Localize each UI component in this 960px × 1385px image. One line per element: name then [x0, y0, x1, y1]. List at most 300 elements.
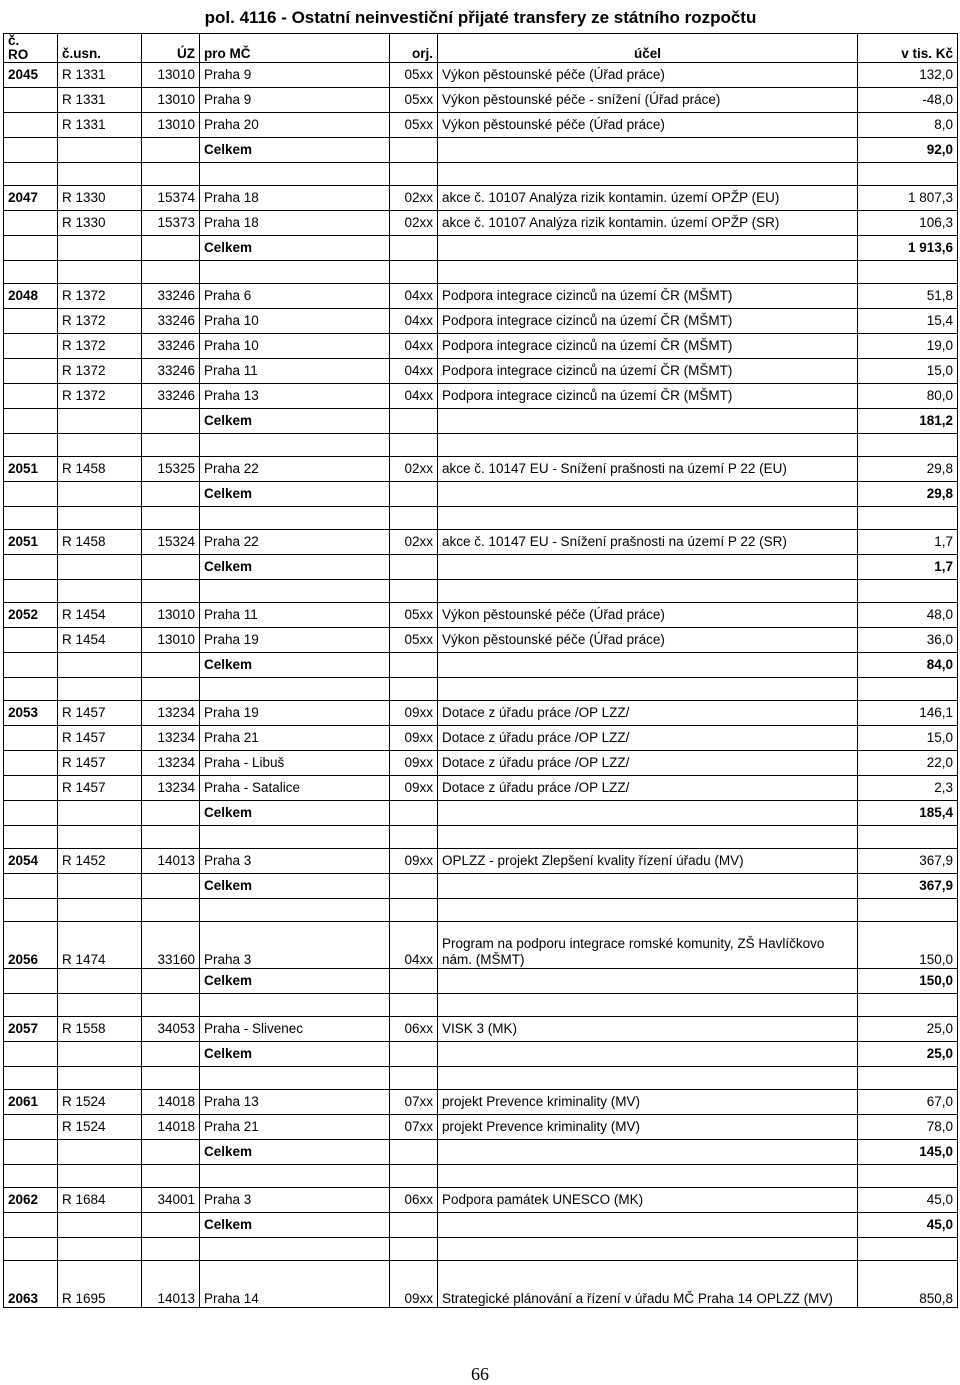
amount-cell: 51,8 [858, 284, 958, 309]
table-row [4, 776, 958, 801]
table-row [4, 1188, 958, 1213]
district-cell: Praha - Satalice [200, 776, 390, 801]
district-cell: Praha 13 [200, 1090, 390, 1115]
empty-cell [390, 1067, 438, 1090]
amount-cell: 132,0 [858, 63, 958, 88]
resolution-cell: R 1474 [58, 922, 142, 969]
empty-cell [438, 826, 858, 849]
empty-cell [4, 1165, 58, 1188]
page-title: pol. 4116 - Ostatní neinvestiční přijaté transfery ze státního rozpočtu [204, 8, 757, 27]
orj-cell: 02xx [390, 457, 438, 482]
amount-cell: 367,9 [858, 849, 958, 874]
empty-cell [58, 1140, 142, 1165]
purpose-cell: Podpora integrace cizinců na území ČR (MŠMT) [438, 334, 858, 359]
empty-cell [58, 409, 142, 434]
subtotal-row [4, 138, 958, 163]
subtotal-row [4, 409, 958, 434]
district-cell: Praha 10 [200, 309, 390, 334]
orj-cell: 04xx [390, 359, 438, 384]
empty-cell [390, 409, 438, 434]
empty-cell [58, 801, 142, 826]
resolution-cell: R 1458 [58, 457, 142, 482]
empty-cell [58, 434, 142, 457]
orj-cell: 05xx [390, 113, 438, 138]
header-row [4, 34, 958, 63]
header-mc: pro MČ [200, 34, 390, 63]
orj-cell: 06xx [390, 1188, 438, 1213]
empty-cell [4, 874, 58, 899]
empty-cell [4, 1067, 58, 1090]
empty-cell [142, 1067, 200, 1090]
empty-cell [390, 801, 438, 826]
empty-cell [200, 261, 390, 284]
orj-cell: 04xx [390, 384, 438, 409]
empty-cell [858, 580, 958, 603]
purpose-cell: projekt Prevence kriminality (MV) [438, 1090, 858, 1115]
table-row [4, 1017, 958, 1042]
spacer-row [4, 434, 958, 457]
empty-cell [438, 138, 858, 163]
empty-cell [4, 163, 58, 186]
subtotal-label: Celkem [200, 653, 390, 678]
spacer-row [4, 1165, 958, 1188]
subtotal-amount: 25,0 [858, 1042, 958, 1067]
empty-cell [58, 482, 142, 507]
subtotal-label: Celkem [200, 969, 390, 994]
table-row [4, 63, 958, 88]
header-unit: v tis. Kč [858, 34, 958, 63]
amount-cell: 25,0 [858, 1017, 958, 1042]
empty-cell [200, 163, 390, 186]
empty-cell [142, 994, 200, 1017]
empty-cell [58, 899, 142, 922]
resolution-cell: R 1454 [58, 603, 142, 628]
district-cell: Praha 18 [200, 211, 390, 236]
empty-cell [438, 1067, 858, 1090]
amount-cell: 15,4 [858, 309, 958, 334]
subtotal-amount: 181,2 [858, 409, 958, 434]
spacer-row [4, 261, 958, 284]
empty-cell [390, 874, 438, 899]
amount-cell: 8,0 [858, 113, 958, 138]
purpose-cell: Výkon pěstounské péče (Úřad práce) [438, 603, 858, 628]
uz-cell: 33246 [142, 284, 200, 309]
empty-cell [858, 899, 958, 922]
empty-cell [4, 899, 58, 922]
purpose-cell: Strategické plánování a řízení v úřadu MČ Praha 14 OPLZZ (MV) [438, 1261, 858, 1308]
amount-cell: 15,0 [858, 726, 958, 751]
purpose-cell: akce č. 10147 EU - Snížení prašnosti na území P 22 (SR) [438, 530, 858, 555]
ro-number-cell [4, 726, 58, 751]
ro-number-cell: 2051 [4, 530, 58, 555]
empty-cell [390, 261, 438, 284]
table-row [4, 1261, 958, 1308]
purpose-cell: VISK 3 (MK) [438, 1017, 858, 1042]
empty-cell [58, 580, 142, 603]
empty-cell [200, 899, 390, 922]
resolution-cell: R 1372 [58, 284, 142, 309]
district-cell: Praha 19 [200, 701, 390, 726]
empty-cell [200, 678, 390, 701]
empty-cell [438, 507, 858, 530]
empty-cell [142, 969, 200, 994]
district-cell: Praha 3 [200, 922, 390, 969]
uz-cell: 13010 [142, 603, 200, 628]
ro-number-cell [4, 309, 58, 334]
orj-cell: 07xx [390, 1090, 438, 1115]
empty-cell [58, 969, 142, 994]
uz-cell: 13234 [142, 726, 200, 751]
title-row [4, 3, 958, 34]
subtotal-label: Celkem [200, 874, 390, 899]
subtotal-row [4, 653, 958, 678]
empty-cell [4, 678, 58, 701]
table-row [4, 384, 958, 409]
uz-cell: 33246 [142, 384, 200, 409]
empty-cell [4, 261, 58, 284]
empty-cell [438, 801, 858, 826]
subtotal-label: Celkem [200, 409, 390, 434]
district-cell: Praha 11 [200, 603, 390, 628]
empty-cell [858, 261, 958, 284]
resolution-cell: R 1457 [58, 776, 142, 801]
empty-cell [858, 1067, 958, 1090]
uz-cell: 15324 [142, 530, 200, 555]
orj-cell: 09xx [390, 751, 438, 776]
district-cell: Praha 19 [200, 628, 390, 653]
empty-cell [142, 261, 200, 284]
orj-cell: 05xx [390, 88, 438, 113]
resolution-cell: R 1684 [58, 1188, 142, 1213]
purpose-cell: Výkon pěstounské péče (Úřad práce) [438, 113, 858, 138]
resolution-cell: R 1331 [58, 113, 142, 138]
ro-number-cell: 2063 [4, 1261, 58, 1308]
table-row [4, 334, 958, 359]
resolution-cell: R 1372 [58, 309, 142, 334]
purpose-cell: Výkon pěstounské péče (Úřad práce) [438, 628, 858, 653]
resolution-cell: R 1330 [58, 211, 142, 236]
table-row [4, 113, 958, 138]
uz-cell: 14018 [142, 1090, 200, 1115]
district-cell: Praha 9 [200, 88, 390, 113]
uz-cell: 15373 [142, 211, 200, 236]
resolution-cell: R 1458 [58, 530, 142, 555]
empty-cell [142, 1042, 200, 1067]
empty-cell [858, 1238, 958, 1261]
amount-cell: 106,3 [858, 211, 958, 236]
empty-cell [390, 1213, 438, 1238]
ro-number-cell: 2047 [4, 186, 58, 211]
ro-number-cell: 2052 [4, 603, 58, 628]
purpose-cell: projekt Prevence kriminality (MV) [438, 1115, 858, 1140]
uz-cell: 33246 [142, 309, 200, 334]
empty-cell [390, 1140, 438, 1165]
amount-cell: 150,0 [858, 922, 958, 969]
empty-cell [858, 678, 958, 701]
empty-cell [142, 826, 200, 849]
page-number: 66 [471, 1364, 489, 1384]
ro-number-cell: 2062 [4, 1188, 58, 1213]
district-cell: Praha 13 [200, 384, 390, 409]
district-cell: Praha 14 [200, 1261, 390, 1308]
empty-cell [58, 994, 142, 1017]
empty-cell [4, 994, 58, 1017]
amount-cell: 2,3 [858, 776, 958, 801]
uz-cell: 15374 [142, 186, 200, 211]
empty-cell [58, 1042, 142, 1067]
orj-cell: 04xx [390, 284, 438, 309]
empty-cell [438, 653, 858, 678]
uz-cell: 33246 [142, 334, 200, 359]
resolution-cell: R 1372 [58, 359, 142, 384]
empty-cell [390, 434, 438, 457]
amount-cell: 146,1 [858, 701, 958, 726]
empty-cell [4, 580, 58, 603]
subtotal-label: Celkem [200, 1140, 390, 1165]
subtotal-row [4, 1042, 958, 1067]
purpose-cell: Podpora integrace cizinců na území ČR (MŠMT) [438, 309, 858, 334]
purpose-cell: Dotace z úřadu práce /OP LZZ/ [438, 701, 858, 726]
empty-cell [4, 236, 58, 261]
table-row [4, 922, 958, 969]
empty-cell [390, 236, 438, 261]
empty-cell [4, 482, 58, 507]
resolution-cell: R 1331 [58, 63, 142, 88]
transfers-table [3, 3, 958, 1308]
empty-cell [438, 1238, 858, 1261]
empty-cell [4, 507, 58, 530]
empty-cell [4, 1238, 58, 1261]
empty-cell [438, 434, 858, 457]
orj-cell: 07xx [390, 1115, 438, 1140]
uz-cell: 13234 [142, 776, 200, 801]
resolution-cell: R 1372 [58, 384, 142, 409]
table-row [4, 701, 958, 726]
empty-cell [438, 163, 858, 186]
subtotal-label: Celkem [200, 555, 390, 580]
empty-cell [390, 507, 438, 530]
header-usn: č.usn. [58, 34, 142, 63]
empty-cell [438, 482, 858, 507]
subtotal-amount: 150,0 [858, 969, 958, 994]
amount-cell: 29,8 [858, 457, 958, 482]
district-cell: Praha 11 [200, 359, 390, 384]
empty-cell [438, 994, 858, 1017]
ro-number-cell [4, 1115, 58, 1140]
empty-cell [58, 874, 142, 899]
orj-cell: 09xx [390, 1261, 438, 1308]
resolution-cell: R 1524 [58, 1090, 142, 1115]
empty-cell [58, 653, 142, 678]
uz-cell: 34001 [142, 1188, 200, 1213]
orj-cell: 04xx [390, 309, 438, 334]
empty-cell [4, 434, 58, 457]
empty-cell [142, 1213, 200, 1238]
table-row [4, 628, 958, 653]
empty-cell [4, 555, 58, 580]
empty-cell [438, 969, 858, 994]
empty-cell [390, 653, 438, 678]
purpose-cell: Program na podporu integrace romské komunity, ZŠ Havlíčkovo nám. (MŠMT) [438, 922, 858, 969]
empty-cell [142, 434, 200, 457]
amount-cell: 48,0 [858, 603, 958, 628]
ro-number-cell [4, 628, 58, 653]
spacer-row [4, 163, 958, 186]
spacer-row [4, 899, 958, 922]
empty-cell [142, 580, 200, 603]
empty-cell [58, 507, 142, 530]
table-row [4, 1090, 958, 1115]
amount-cell: 78,0 [858, 1115, 958, 1140]
empty-cell [58, 1165, 142, 1188]
empty-cell [58, 826, 142, 849]
purpose-cell: akce č. 10107 Analýza rizik kontamin. území OPŽP (SR) [438, 211, 858, 236]
ro-number-cell: 2061 [4, 1090, 58, 1115]
empty-cell [58, 1213, 142, 1238]
table-body [4, 3, 958, 1308]
empty-cell [4, 826, 58, 849]
table-row [4, 88, 958, 113]
empty-cell [142, 555, 200, 580]
empty-cell [390, 580, 438, 603]
uz-cell: 13234 [142, 701, 200, 726]
empty-cell [390, 138, 438, 163]
table-row [4, 530, 958, 555]
subtotal-row [4, 236, 958, 261]
orj-cell: 09xx [390, 726, 438, 751]
district-cell: Praha 21 [200, 1115, 390, 1140]
amount-cell: 67,0 [858, 1090, 958, 1115]
empty-cell [438, 678, 858, 701]
subtotal-label: Celkem [200, 1213, 390, 1238]
empty-cell [438, 1140, 858, 1165]
subtotal-amount: 84,0 [858, 653, 958, 678]
empty-cell [438, 899, 858, 922]
ro-number-cell [4, 384, 58, 409]
table-row [4, 186, 958, 211]
table-row [4, 457, 958, 482]
resolution-cell: R 1454 [58, 628, 142, 653]
resolution-cell: R 1330 [58, 186, 142, 211]
district-cell: Praha 20 [200, 113, 390, 138]
empty-cell [58, 1238, 142, 1261]
orj-cell: 04xx [390, 922, 438, 969]
subtotal-amount: 1 913,6 [858, 236, 958, 261]
spacer-row [4, 826, 958, 849]
ro-number-cell [4, 359, 58, 384]
spacer-row [4, 994, 958, 1017]
table-row [4, 284, 958, 309]
empty-cell [858, 826, 958, 849]
empty-cell [438, 874, 858, 899]
subtotal-row [4, 874, 958, 899]
ro-number-cell [4, 334, 58, 359]
empty-cell [390, 678, 438, 701]
ro-number-cell [4, 211, 58, 236]
table-row [4, 603, 958, 628]
empty-cell [200, 1067, 390, 1090]
resolution-cell: R 1372 [58, 334, 142, 359]
district-cell: Praha - Slivenec [200, 1017, 390, 1042]
empty-cell [142, 236, 200, 261]
empty-cell [142, 482, 200, 507]
empty-cell [438, 409, 858, 434]
orj-cell: 09xx [390, 701, 438, 726]
header-ro: č. RO [4, 34, 58, 63]
orj-cell: 09xx [390, 849, 438, 874]
orj-cell: 02xx [390, 186, 438, 211]
purpose-cell: OPLZZ - projekt Zlepšení kvality řízení úřadu (MV) [438, 849, 858, 874]
orj-cell: 04xx [390, 334, 438, 359]
subtotal-label: Celkem [200, 1042, 390, 1067]
purpose-cell: Výkon pěstounské péče (Úřad práce) [438, 63, 858, 88]
empty-cell [200, 826, 390, 849]
uz-cell: 34053 [142, 1017, 200, 1042]
empty-cell [4, 1213, 58, 1238]
empty-cell [142, 1238, 200, 1261]
ro-number-cell: 2048 [4, 284, 58, 309]
subtotal-row [4, 801, 958, 826]
ro-number-cell: 2057 [4, 1017, 58, 1042]
empty-cell [438, 261, 858, 284]
empty-cell [438, 236, 858, 261]
empty-cell [390, 482, 438, 507]
resolution-cell: R 1331 [58, 88, 142, 113]
table-row [4, 359, 958, 384]
amount-cell: 80,0 [858, 384, 958, 409]
district-cell: Praha 18 [200, 186, 390, 211]
empty-cell [4, 138, 58, 163]
ro-number-cell [4, 776, 58, 801]
empty-cell [390, 1042, 438, 1067]
amount-cell: 850,8 [858, 1261, 958, 1308]
orj-cell: 06xx [390, 1017, 438, 1042]
uz-cell: 13010 [142, 628, 200, 653]
ro-number-cell: 2054 [4, 849, 58, 874]
ro-number-cell: 2053 [4, 701, 58, 726]
empty-cell [58, 555, 142, 580]
purpose-cell: akce č. 10107 Analýza rizik kontamin. území OPŽP (EU) [438, 186, 858, 211]
ro-number-cell: 2045 [4, 63, 58, 88]
empty-cell [200, 1238, 390, 1261]
district-cell: Praha 22 [200, 457, 390, 482]
empty-cell [142, 653, 200, 678]
subtotal-amount: 1,7 [858, 555, 958, 580]
resolution-cell: R 1524 [58, 1115, 142, 1140]
district-cell: Praha 9 [200, 63, 390, 88]
uz-cell: 13010 [142, 113, 200, 138]
empty-cell [142, 138, 200, 163]
subtotal-amount: 185,4 [858, 801, 958, 826]
subtotal-amount: 29,8 [858, 482, 958, 507]
ro-number-cell: 2051 [4, 457, 58, 482]
empty-cell [438, 1165, 858, 1188]
purpose-cell: Dotace z úřadu práce /OP LZZ/ [438, 776, 858, 801]
empty-cell [438, 1042, 858, 1067]
purpose-cell: akce č. 10147 EU - Snížení prašnosti na území P 22 (EU) [438, 457, 858, 482]
empty-cell [390, 163, 438, 186]
subtotal-row [4, 482, 958, 507]
purpose-cell: Podpora integrace cizinců na území ČR (MŠMT) [438, 384, 858, 409]
amount-cell: 22,0 [858, 751, 958, 776]
empty-cell [858, 1165, 958, 1188]
amount-cell: -48,0 [858, 88, 958, 113]
uz-cell: 13234 [142, 751, 200, 776]
empty-cell [142, 163, 200, 186]
resolution-cell: R 1457 [58, 751, 142, 776]
orj-cell: 05xx [390, 63, 438, 88]
table-row [4, 309, 958, 334]
